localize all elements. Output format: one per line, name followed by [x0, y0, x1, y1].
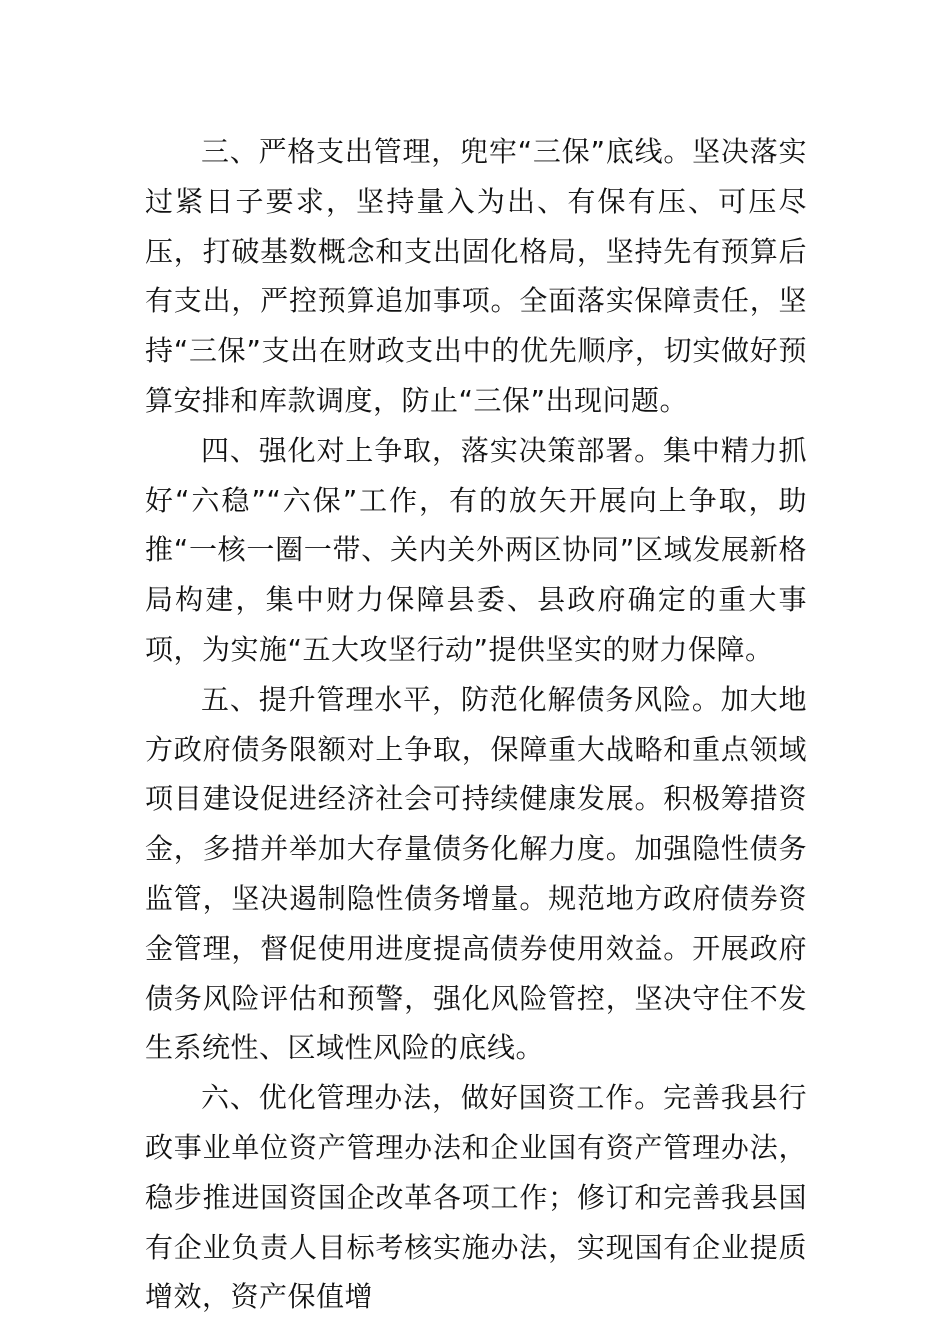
document-body	[145, 127, 807, 1322]
paragraph-section-3: 三、严格支出管理，兜牢“三保”底线。坚决落实过紧日子要求，坚持量入为出、有保有压、可压尽压，打破基数概念和支出固化格局，坚持先有预算后有支出，严控预算追加事项。全面落实保障责任，坚持“三保”支出在财政支出中的优先顺序，切实做好预算安排和库款调度，防止“三保”出现问题。	[145, 135, 807, 417]
paragraph-section-6: 六、优化管理办法，做好国资工作。完善我县行政事业单位资产管理办法和企业国有资产管理办法，稳步推进国资国企改革各项工作；修订和完善我县国有企业负责人目标考核实施办法，实现国有企业提质增效，资产保值增	[145, 1081, 807, 1314]
paragraph-section-4: 四、强化对上争取，落实决策部署。集中精力抓好“六稳”“六保”工作，有的放矢开展向上争取，助推“一核一圈一带、关内关外两区协同”区域发展新格局构建，集中财力保障县委、县政府确定的重大事项，为实施“五大攻坚行动”提供坚实的财力保障。	[145, 433, 807, 666]
paragraph-section-5: 五、提升管理水平，防范化解债务风险。加大地方政府债务限额对上争取，保障重大战略和重点领域项目建设促进经济社会可持续健康发展。积极筹措资金，多措并举加大存量债务化解力度。加强隐性债务监管，坚决遏制隐性债务增量。规范地方政府债券资金管理，督促使用进度提高债券使用效益。开展政府债务风险评估和预警，强化风险管控，坚决守住不发生系统性、区域性风险的底线。	[145, 682, 807, 1065]
